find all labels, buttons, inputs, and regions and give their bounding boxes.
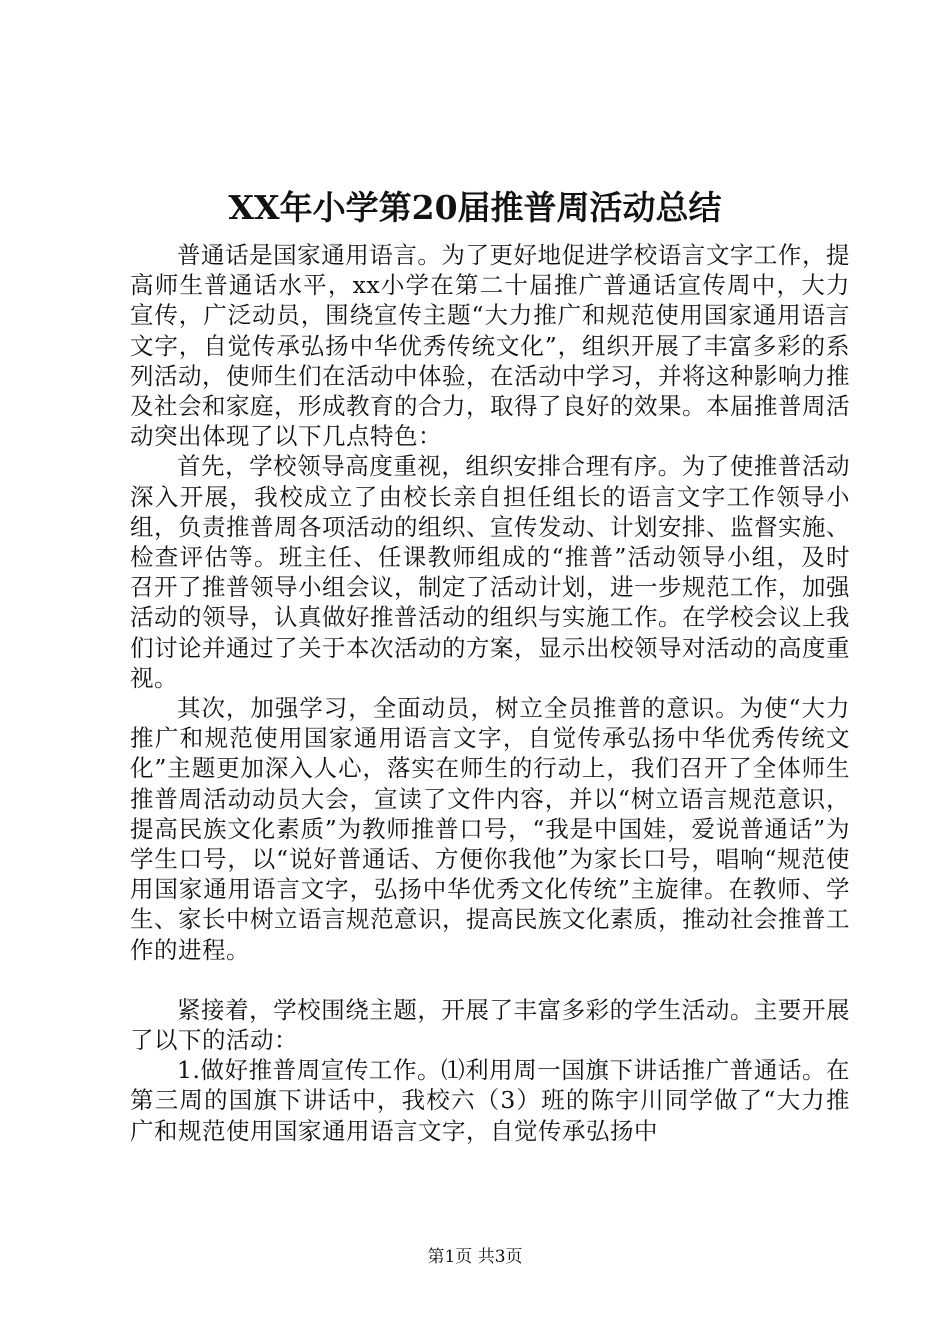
paragraph-first: 首先，学校领导高度重视，组织安排合理有序。为了使推普活动深入开展，我校成立了由校长亲自担任组长的语言文字工作领导小组，负责推普周各项活动的组织、宣传发动、计划安排、监督实施、检查评估等。班主任、任课教师组成的“推普”活动领导小组，及时召开了推普领导小组会议，制定了活动计划，进一步规范工作，加强活动的领导，认真做好推普活动的组织与实施工作。在学校会议上我们讨论并通过了关于本次活动的方案，显示出校领导对活动的高度重视。 [130,452,850,692]
paragraph-second: 其次，加强学习，全面动员，树立全员推普的意识。为使“大力推广和规范使用国家通用语言文字，自觉传承弘扬中华优秀传统文化”主题更加深入人心，落实在师生的行动上，我们召开了全体师生推普周活动动员大会，宣读了文件内容，并以“树立语言规范意识，提高民族文化素质”为教师推普口号，“我是中国娃，爱说普通话”为学生口号，以“说好普通话、方便你我他”为家长口号，唱响“规范使用国家通用语言文字，弘扬中华优秀文化传统”主旋律。在教师、学生、家长中树立语言规范意识，提高民族文化素质，推动社会推普工作的进程。 [130,694,850,964]
paragraph-next: 紧接着，学校围绕主题，开展了丰富多彩的学生活动。主要开展了以下的活动： [130,995,850,1055]
document-title: XX年小学第20届推普周活动总结 [228,188,722,227]
document-body [130,240,850,1146]
page-footer: 第1页 共3页 [427,1247,523,1267]
paragraph-activity-1: 1.做好推普周宣传工作。⑴利用周一国旗下讲话推广普通话。在第三周的国旗下讲话中，我校六（3）班的陈宇川同学做了“大力推广和规范使用国家通用语言文字，自觉传承弘扬中 [130,1056,850,1145]
paragraph-intro: 普通话是国家通用语言。为了更好地促进学校语言文字工作，提高师生普通话水平，xx小学在第二十届推广普通话宣传周中，大力宣传，广泛动员，围绕宣传主题“大力推广和规范使用国家通用语言文字，自觉传承弘扬中华优秀传统文化”，组织开展了丰富多彩的系列活动，使师生们在活动中体验，在活动中学习，并将这种影响力推及社会和家庭，形成教育的合力，取得了良好的效果。本届推普周活动突出体现了以下几点特色： [130,241,850,451]
